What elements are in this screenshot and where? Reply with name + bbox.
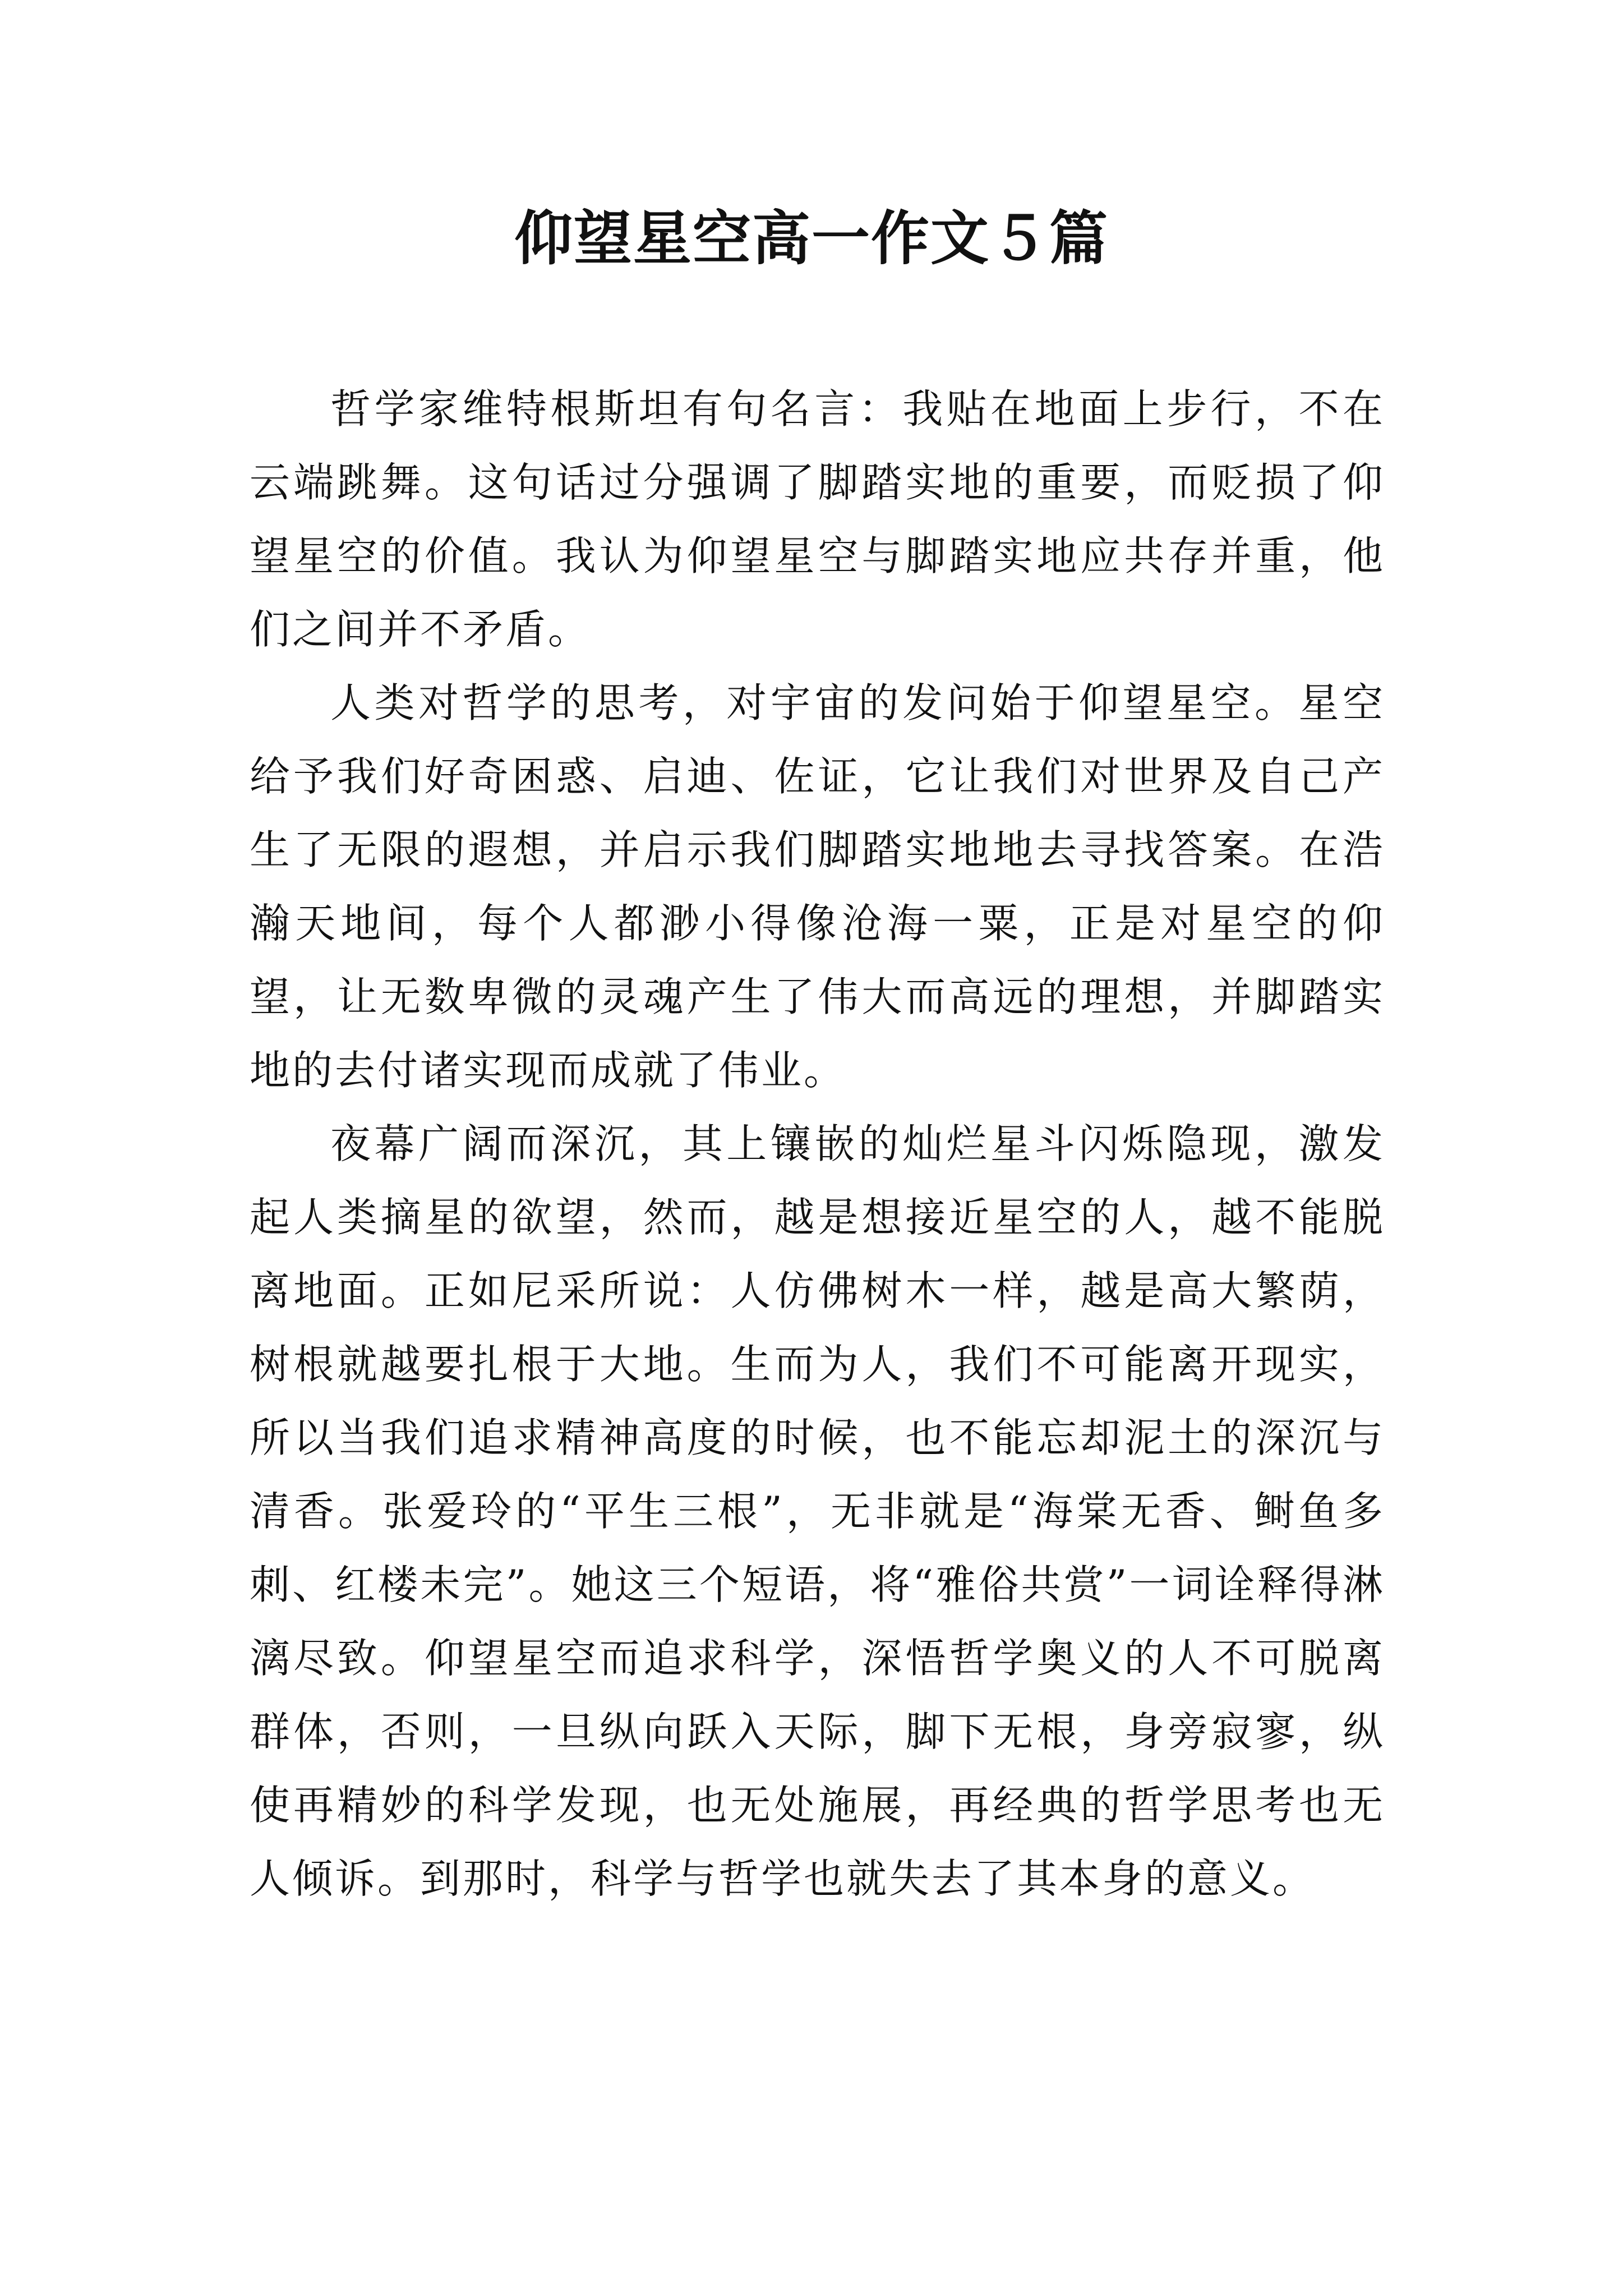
document-title: 仰望星空高一作文５篇 [514,204,1109,273]
paragraph-2: 人类对哲学的思考，对宇宙的发问始于仰望星空。星空给予我们好奇困惑、启迪、佐证，它让我们对世界及自己产生了无限的遐想，并启示我们脚踏实地地去寻找答案。在浩瀚天地间，每个人都渺小得像沧海一粟，正是对星空的仰望，让无数卑微的灵魂产生了伟大而高远的理想，并脚踏实地的去付诸实现而成就了伟业。 [250,679,1385,1094]
document-body [250,372,1385,1916]
paragraph-3: 夜幕广阔而深沉，其上镶嵌的灿烂星斗闪烁隐现，激发起人类摘星的欲望，然而，越是想接近星空的人，越不能脱离地面。正如尼采所说：人仿佛树木一样，越是高大繁荫，树根就越要扎根于大地。生而为人，我们不可能离开现实，所以当我们追求精神高度的时候，也不能忘却泥土的深沉与清香。张爱玲的“平生三根”，无非就是“海棠无香、鲥鱼多刺、红楼未完”。她这三个短语，将“雅俗共赏”一词诠释得淋漓尽致。仰望星空而追求科学，深悟哲学奥义的人不可脱离群体，否则，一旦纵向跃入天际，脚下无根，身旁寂寥，纵使再精妙的科学发现，也无处施展，再经典的哲学思考也无人倾诉。到那时，科学与哲学也就失去了其本身的意义。 [250,1120,1385,1902]
paragraph-1: 哲学家维特根斯坦有句名言：我贴在地面上步行，不在云端跳舞。这句话过分强调了脚踏实地的重要，而贬损了仰望星空的价值。我认为仰望星空与脚踏实地应共存并重，他们之间并不矛盾。 [250,385,1385,653]
